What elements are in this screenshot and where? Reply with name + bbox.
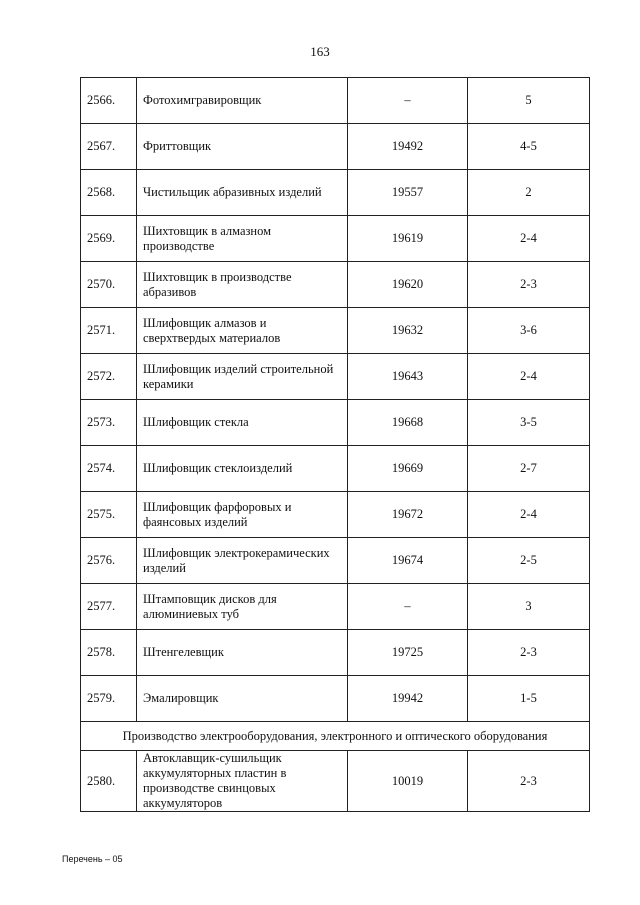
occupation-code: 19620 bbox=[348, 262, 468, 308]
row-number: 2566. bbox=[81, 78, 137, 124]
occupation-code: 19942 bbox=[348, 676, 468, 722]
occupation-name: Автоклавщик-сушильщик аккумуляторных пластин в производстве свинцовых аккумуляторов bbox=[137, 751, 348, 812]
row-number: 2579. bbox=[81, 676, 137, 722]
row-number: 2567. bbox=[81, 124, 137, 170]
row-number: 2576. bbox=[81, 538, 137, 584]
table-row bbox=[81, 584, 590, 630]
table-row bbox=[81, 262, 590, 308]
occupation-name: Шихтовщик в производстве абразивов bbox=[137, 262, 348, 308]
grade-range: 4-5 bbox=[468, 124, 590, 170]
occupation-table bbox=[80, 77, 590, 812]
row-number: 2570. bbox=[81, 262, 137, 308]
grade-range: 1-5 bbox=[468, 676, 590, 722]
occupation-code: 19632 bbox=[348, 308, 468, 354]
row-number: 2572. bbox=[81, 354, 137, 400]
occupation-name: Фриттовщик bbox=[137, 124, 348, 170]
occupation-name: Шлифовщик алмазов и сверхтвердых материалов bbox=[137, 308, 348, 354]
grade-range: 3-5 bbox=[468, 400, 590, 446]
occupation-name: Чистильщик абразивных изделий bbox=[137, 170, 348, 216]
table-row bbox=[81, 308, 590, 354]
table-row bbox=[81, 630, 590, 676]
occupation-name: Шлифовщик стекла bbox=[137, 400, 348, 446]
row-number: 2575. bbox=[81, 492, 137, 538]
page-number: 163 bbox=[310, 44, 330, 59]
row-number: 2571. bbox=[81, 308, 137, 354]
grade-range: 2-7 bbox=[468, 446, 590, 492]
grade-range: 2-4 bbox=[468, 492, 590, 538]
row-number: 2568. bbox=[81, 170, 137, 216]
occupation-code: 10019 bbox=[348, 751, 468, 812]
section-header-row bbox=[81, 722, 590, 751]
occupation-code: 19557 bbox=[348, 170, 468, 216]
table-row bbox=[81, 216, 590, 262]
grade-range: 2-4 bbox=[468, 354, 590, 400]
occupation-code: 19668 bbox=[348, 400, 468, 446]
occupation-code: 19492 bbox=[348, 124, 468, 170]
table-row bbox=[81, 124, 590, 170]
table-row bbox=[81, 446, 590, 492]
occupation-name: Шлифовщик электрокерамических изделий bbox=[137, 538, 348, 584]
occupation-code: – bbox=[348, 78, 468, 124]
occupation-name: Шихтовщик в алмазном производстве bbox=[137, 216, 348, 262]
grade-range: 2-4 bbox=[468, 216, 590, 262]
row-number: 2573. bbox=[81, 400, 137, 446]
occupation-name: Шлифовщик фарфоровых и фаянсовых изделий bbox=[137, 492, 348, 538]
occupation-code: 19672 bbox=[348, 492, 468, 538]
row-number: 2574. bbox=[81, 446, 137, 492]
occupation-code: 19643 bbox=[348, 354, 468, 400]
row-number: 2569. bbox=[81, 216, 137, 262]
grade-range: 2-3 bbox=[468, 630, 590, 676]
occupation-code: 19619 bbox=[348, 216, 468, 262]
grade-range: 3-6 bbox=[468, 308, 590, 354]
grade-range: 3 bbox=[468, 584, 590, 630]
occupation-name: Шлифовщик стеклоизделий bbox=[137, 446, 348, 492]
table-row bbox=[81, 751, 590, 812]
occupation-name: Штамповщик дисков для алюминиевых туб bbox=[137, 584, 348, 630]
occupation-code: 19669 bbox=[348, 446, 468, 492]
grade-range: 2-3 bbox=[468, 751, 590, 812]
table-row bbox=[81, 538, 590, 584]
grade-range: 2 bbox=[468, 170, 590, 216]
occupation-code: 19674 bbox=[348, 538, 468, 584]
occupation-name: Фотохимгравировщик bbox=[137, 78, 348, 124]
grade-range: 2-3 bbox=[468, 262, 590, 308]
row-number: 2578. bbox=[81, 630, 137, 676]
occupation-name: Штенгелевщик bbox=[137, 630, 348, 676]
section-title: Производство электрооборудования, электронного и оптического оборудования bbox=[81, 722, 590, 751]
table-row bbox=[81, 492, 590, 538]
occupation-code: – bbox=[348, 584, 468, 630]
table-row bbox=[81, 170, 590, 216]
row-number: 2580. bbox=[81, 751, 137, 812]
grade-range: 2-5 bbox=[468, 538, 590, 584]
occupation-code: 19725 bbox=[348, 630, 468, 676]
grade-range: 5 bbox=[468, 78, 590, 124]
table-row bbox=[81, 676, 590, 722]
table-row bbox=[81, 354, 590, 400]
footer-document-label: Перечень – 05 bbox=[62, 854, 123, 864]
table-row bbox=[81, 400, 590, 446]
occupation-name: Эмалировщик bbox=[137, 676, 348, 722]
occupation-name: Шлифовщик изделий строительной керамики bbox=[137, 354, 348, 400]
table-row bbox=[81, 78, 590, 124]
row-number: 2577. bbox=[81, 584, 137, 630]
